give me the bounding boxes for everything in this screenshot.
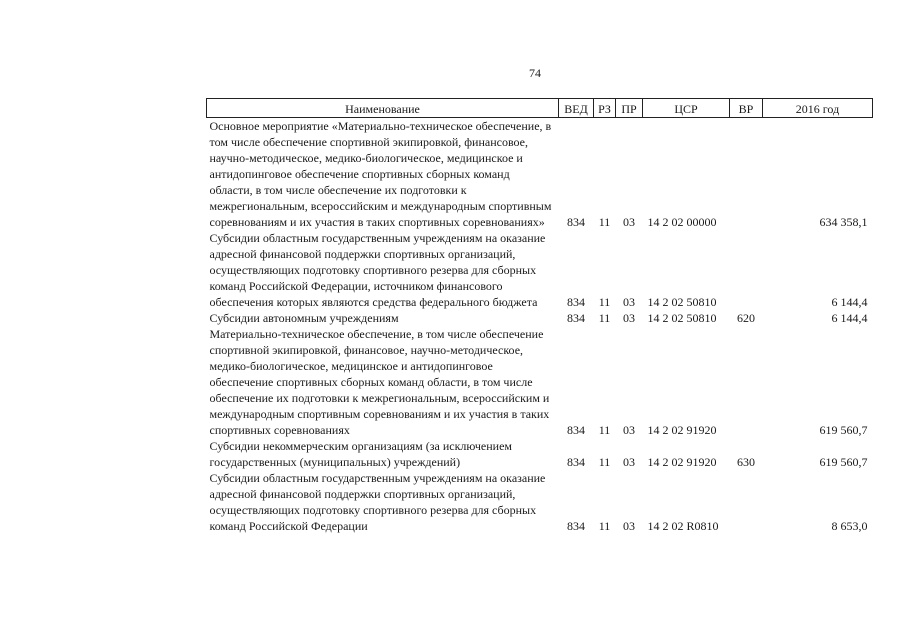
header-ved: ВЕД bbox=[559, 99, 594, 118]
row-amount: 619 560,7 bbox=[819, 423, 868, 437]
row-rz: 11 bbox=[598, 455, 611, 469]
table-header-row bbox=[207, 99, 873, 118]
row-pr: 03 bbox=[623, 295, 635, 309]
row-name: Субсидии областным государственным учреждениям на оказание адресной финансовой поддержки спортивных организаций, осуществляющих подготовку спортивного резерва для сборных команд Российской Федерации bbox=[209, 471, 546, 533]
row-amount: 6 144,4 bbox=[831, 295, 868, 309]
row-vr: 630 bbox=[737, 455, 755, 469]
row-ved: 834 bbox=[567, 311, 585, 325]
row-csr: 14 2 02 50810 bbox=[647, 295, 717, 309]
row-amount: 6 144,4 bbox=[831, 311, 868, 325]
row-amount: 8 653,0 bbox=[831, 519, 868, 533]
row-ved: 834 bbox=[567, 215, 585, 229]
header-vr: ВР bbox=[730, 99, 763, 118]
row-name: Основное мероприятие «Материально-техническое обеспечение, в том числе обеспечение спортивной экипировкой, финансовое, научно-методическое, медико-биологическое, медицинское и антидопинговое обеспечение спортивных сборных команд области, в том числе обеспечение их подготовки к межрегиональным, всероссийским и международным спортивным соревнованиям и их участия в таких спортивных соревнованиях» bbox=[209, 119, 552, 229]
row-pr: 03 bbox=[623, 455, 635, 469]
table-header bbox=[207, 99, 873, 118]
row-rz: 11 bbox=[598, 519, 611, 533]
table-row bbox=[207, 438, 873, 470]
row-csr: 14 2 02 91920 bbox=[647, 423, 717, 437]
row-pr: 03 bbox=[623, 311, 635, 325]
row-vr bbox=[730, 326, 763, 438]
header-pr: ПР bbox=[616, 99, 643, 118]
row-name: Субсидии некоммерческим организациям (за исключением государственных (муниципальных) учреждений) bbox=[209, 439, 513, 469]
row-rz: 11 bbox=[598, 311, 611, 325]
row-ved: 834 bbox=[567, 519, 585, 533]
row-vr: 620 bbox=[737, 311, 755, 325]
row-rz: 11 bbox=[598, 423, 611, 437]
budget-table bbox=[206, 98, 873, 534]
table-row bbox=[207, 310, 873, 326]
row-ved: 834 bbox=[567, 295, 585, 309]
table-row bbox=[207, 230, 873, 310]
row-csr: 14 2 02 R0810 bbox=[647, 519, 719, 533]
row-rz: 11 bbox=[598, 295, 611, 309]
budget-table-container bbox=[206, 98, 872, 534]
row-vr bbox=[730, 118, 763, 231]
row-vr bbox=[730, 470, 763, 534]
row-ved: 834 bbox=[567, 423, 585, 437]
row-name: Субсидии областным государственным учреждениям на оказание адресной финансовой поддержки спортивных организаций, осуществляющих подготовку спортивного резерва для сборных команд Российской Федерации, источником финансового обеспечения которых являются средства федерального бюджета bbox=[209, 231, 546, 309]
header-csr: ЦСР bbox=[643, 99, 730, 118]
row-rz: 11 bbox=[598, 215, 611, 229]
row-pr: 03 bbox=[623, 215, 635, 229]
row-csr: 14 2 02 00000 bbox=[647, 215, 717, 229]
header-name: Наименование bbox=[207, 99, 559, 118]
header-year: 2016 год bbox=[763, 99, 873, 118]
table-row bbox=[207, 326, 873, 438]
page-number: 74 bbox=[529, 66, 541, 80]
table-row bbox=[207, 118, 873, 231]
row-name: Материально-техническое обеспечение, в том числе обеспечение спортивной экипировкой, финансовое, научно-методическое, медико-биологическое, медицинское и антидопинговое обеспечение спортивных сборных команд области, в том числе обеспечение их подготовки к межрегиональным, всероссийским и международным спортивным соревнованиям и их участия в таких спортивных соревнованиях bbox=[209, 327, 550, 437]
table-body bbox=[207, 118, 873, 535]
row-amount: 634 358,1 bbox=[819, 215, 868, 229]
row-csr: 14 2 02 50810 bbox=[647, 311, 717, 325]
row-ved: 834 bbox=[567, 455, 585, 469]
row-name: Субсидии автономным учреждениям bbox=[209, 311, 399, 325]
row-pr: 03 bbox=[623, 519, 635, 533]
row-csr: 14 2 02 91920 bbox=[647, 455, 717, 469]
row-vr bbox=[730, 230, 763, 310]
table-row bbox=[207, 470, 873, 534]
row-pr: 03 bbox=[623, 423, 635, 437]
row-amount: 619 560,7 bbox=[819, 455, 868, 469]
header-rz: РЗ bbox=[594, 99, 616, 118]
